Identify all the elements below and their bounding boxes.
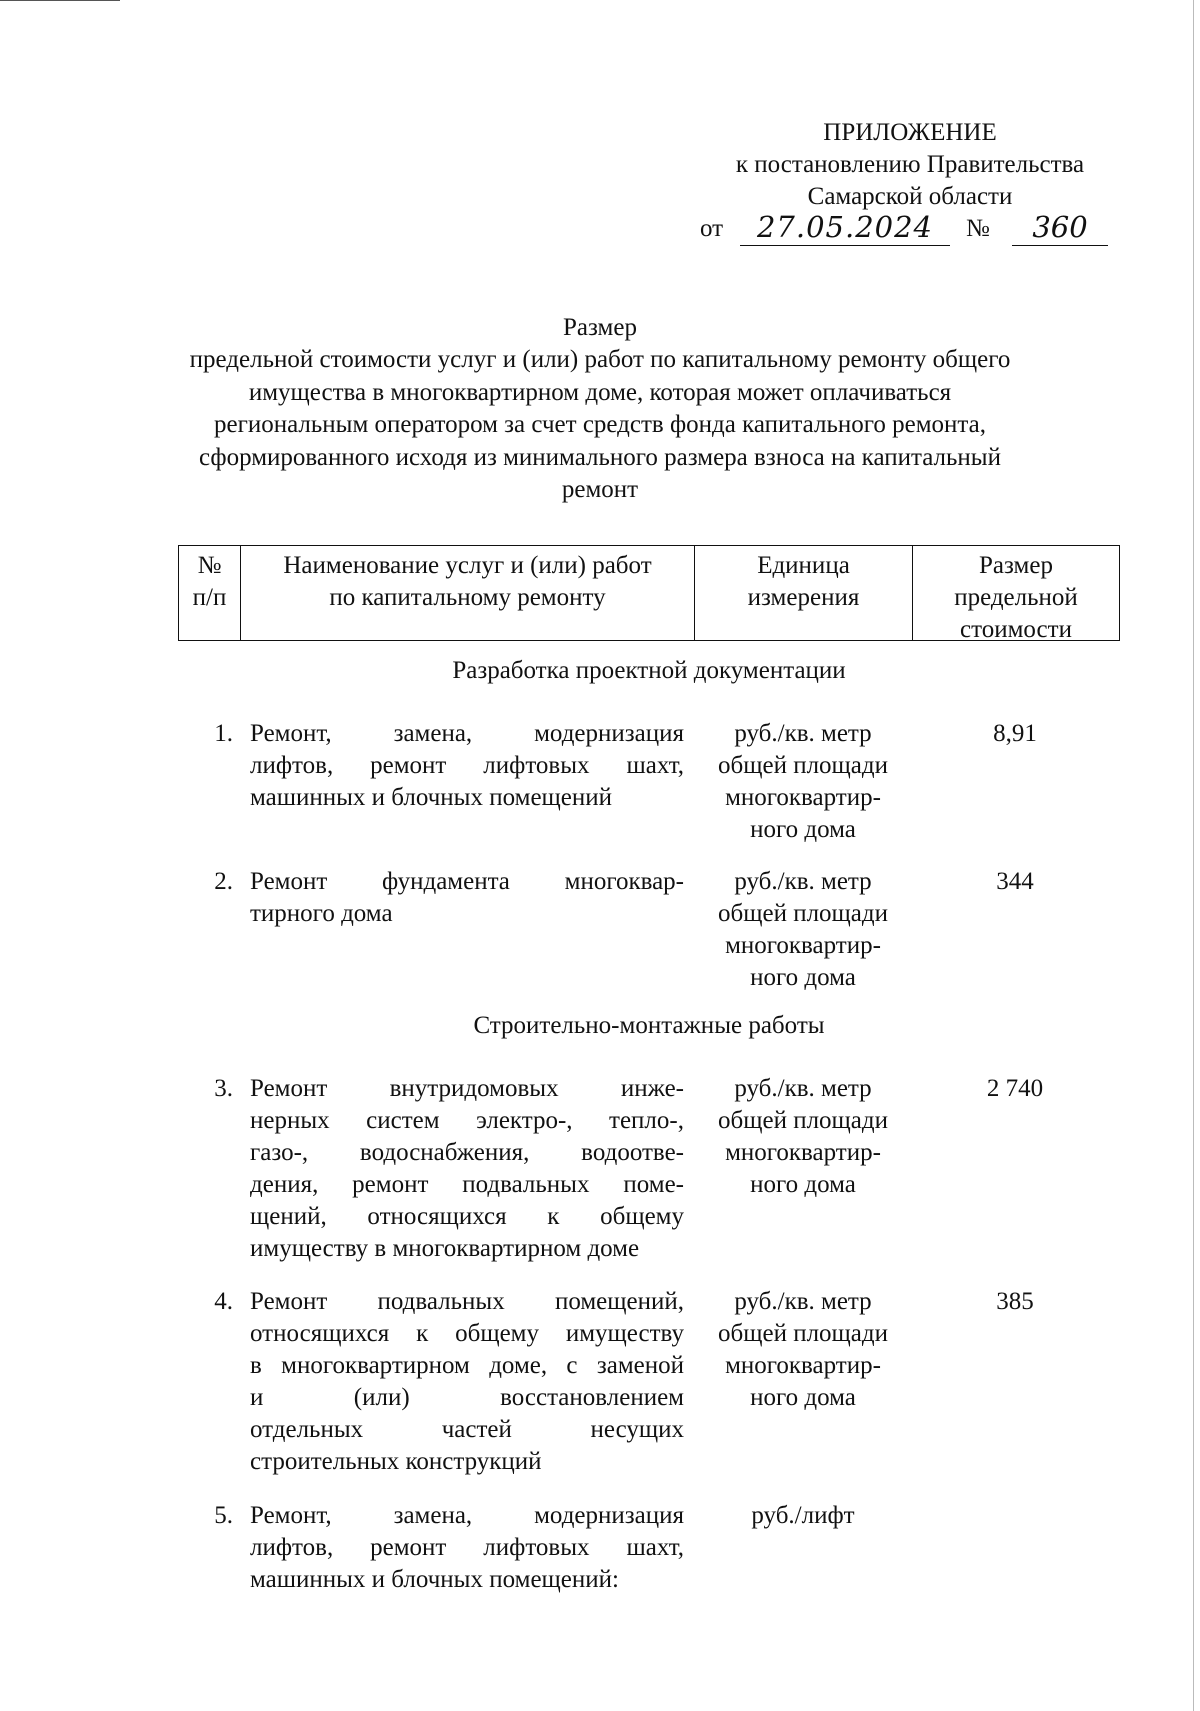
unit-line: многоквартир- [725, 1139, 881, 1166]
header-text: Размер [979, 552, 1053, 579]
row-name [250, 1500, 684, 1596]
title-line: имущества в многоквартирном доме, которая может оплачиваться [248, 378, 952, 406]
scan-edge-line [0, 0, 120, 1]
name-line: имуществу в многоквартирном доме [250, 1235, 640, 1262]
unit-line: руб./кв. метр [734, 720, 872, 747]
name-line: щений, относящихся к общему [250, 1203, 684, 1230]
title-line: региональным оператором за счет средств фонда капитального ремонта, [214, 411, 986, 439]
header-text: предельной [954, 584, 1078, 611]
section-heading: Разработка проектной документации [452, 657, 846, 684]
row-name [250, 1286, 684, 1478]
unit-line: руб./кв. метр [734, 1075, 872, 1102]
title-line: сформированного исходя из минимального размера взноса на капитальный [199, 443, 1001, 471]
name-line: Ремонт, замена, модернизация [250, 1502, 684, 1529]
row-unit [694, 1073, 912, 1201]
header-text: по капитальному ремонту [329, 584, 606, 611]
row-number: 3. [214, 1075, 233, 1102]
name-line: лифтов, ремонт лифтовых шахт, [250, 1534, 684, 1561]
name-line: строительных конструкций [250, 1448, 542, 1475]
scan-edge-line [1193, 0, 1194, 1711]
row-number: 1. [214, 720, 233, 747]
handwritten-date: 27.05.2024 [740, 209, 950, 246]
row-number: 4. [214, 1288, 233, 1315]
name-line: Ремонт фундамента многоквар- [250, 868, 684, 895]
header-text: Единица [757, 552, 850, 579]
header-cell-number [179, 546, 241, 640]
name-line: Ремонт внутридомовых инже- [250, 1075, 684, 1102]
unit-line: ного дома [750, 1171, 856, 1198]
unit-line: ного дома [750, 816, 856, 843]
annex-line-1: к постановлению Правительства [735, 151, 1085, 178]
row-number: 5. [214, 1502, 233, 1529]
date-prefix: от [700, 215, 724, 242]
unit-line: общей площади [718, 752, 888, 779]
unit-line: руб./кв. метр [734, 868, 872, 895]
header-text: стоимости [960, 616, 1072, 643]
unit-line: общей площади [718, 900, 888, 927]
title-line: ремонт [561, 476, 639, 504]
name-line: машинных и блочных помещений [250, 784, 613, 811]
name-line: Ремонт подвальных помещений, [250, 1288, 684, 1315]
row-name [250, 866, 684, 930]
name-line: дения, ремонт подвальных поме- [250, 1171, 684, 1198]
row-unit [694, 1500, 912, 1532]
name-line: тирного дома [250, 900, 393, 927]
name-line: Ремонт, замена, модернизация [250, 720, 684, 747]
header-text: п/п [192, 584, 227, 611]
row-unit [694, 718, 912, 846]
unit-line: многоквартир- [725, 1352, 881, 1379]
handwritten-number: 360 [1012, 209, 1108, 246]
row-price: 385 [996, 1288, 1034, 1315]
header-cell-price [913, 546, 1119, 643]
unit-line: руб./кв. метр [734, 1288, 872, 1315]
row-unit [694, 866, 912, 994]
name-line: машинных и блочных помещений: [250, 1566, 619, 1593]
header-cell-name [241, 546, 695, 640]
header-text: № [197, 552, 222, 579]
unit-line: ного дома [750, 964, 856, 991]
row-name [250, 718, 684, 814]
unit-line: ного дома [750, 1384, 856, 1411]
unit-line: общей площади [718, 1107, 888, 1134]
row-unit [694, 1286, 912, 1414]
annex-block [700, 117, 1120, 253]
row-price: 344 [996, 868, 1034, 895]
name-line: относящихся к общему имуществу [250, 1320, 684, 1347]
name-line: газо-, водоснабжения, водоотве- [250, 1139, 684, 1166]
annex-date-line [700, 210, 1120, 253]
annex-title: ПРИЛОЖЕНИЕ [823, 119, 997, 146]
name-line: отдельных частей несущих [250, 1416, 684, 1443]
name-line: и (или) восстановлением [250, 1384, 684, 1411]
title-line: Размер [563, 314, 637, 341]
unit-line: общей площади [718, 1320, 888, 1347]
row-price: 8,91 [993, 720, 1037, 747]
table-header [178, 545, 1120, 641]
document-title [160, 312, 1040, 506]
row-price: 2 740 [986, 1075, 1044, 1102]
unit-line: многоквартир- [725, 784, 881, 811]
name-line: в многоквартирном доме, с заменой [250, 1352, 684, 1379]
title-line: предельной стоимости услуг и (или) работ по капитальному ремонту общего [189, 346, 1011, 374]
row-number: 2. [214, 868, 233, 895]
name-line: лифтов, ремонт лифтовых шахт, [250, 752, 684, 779]
header-text: Наименование услуг и (или) работ [283, 552, 652, 579]
unit-line: многоквартир- [725, 932, 881, 959]
row-name [250, 1073, 684, 1265]
name-line: нерных систем электро-, тепло-, [250, 1107, 684, 1134]
number-sign: № [966, 215, 990, 242]
header-text: измерения [747, 584, 860, 611]
unit-line: руб./лифт [751, 1502, 855, 1529]
header-cell-unit [695, 546, 913, 640]
annex-line-2: Самарской области [807, 183, 1013, 210]
section-heading: Строительно-монтажные работы [473, 1012, 825, 1039]
